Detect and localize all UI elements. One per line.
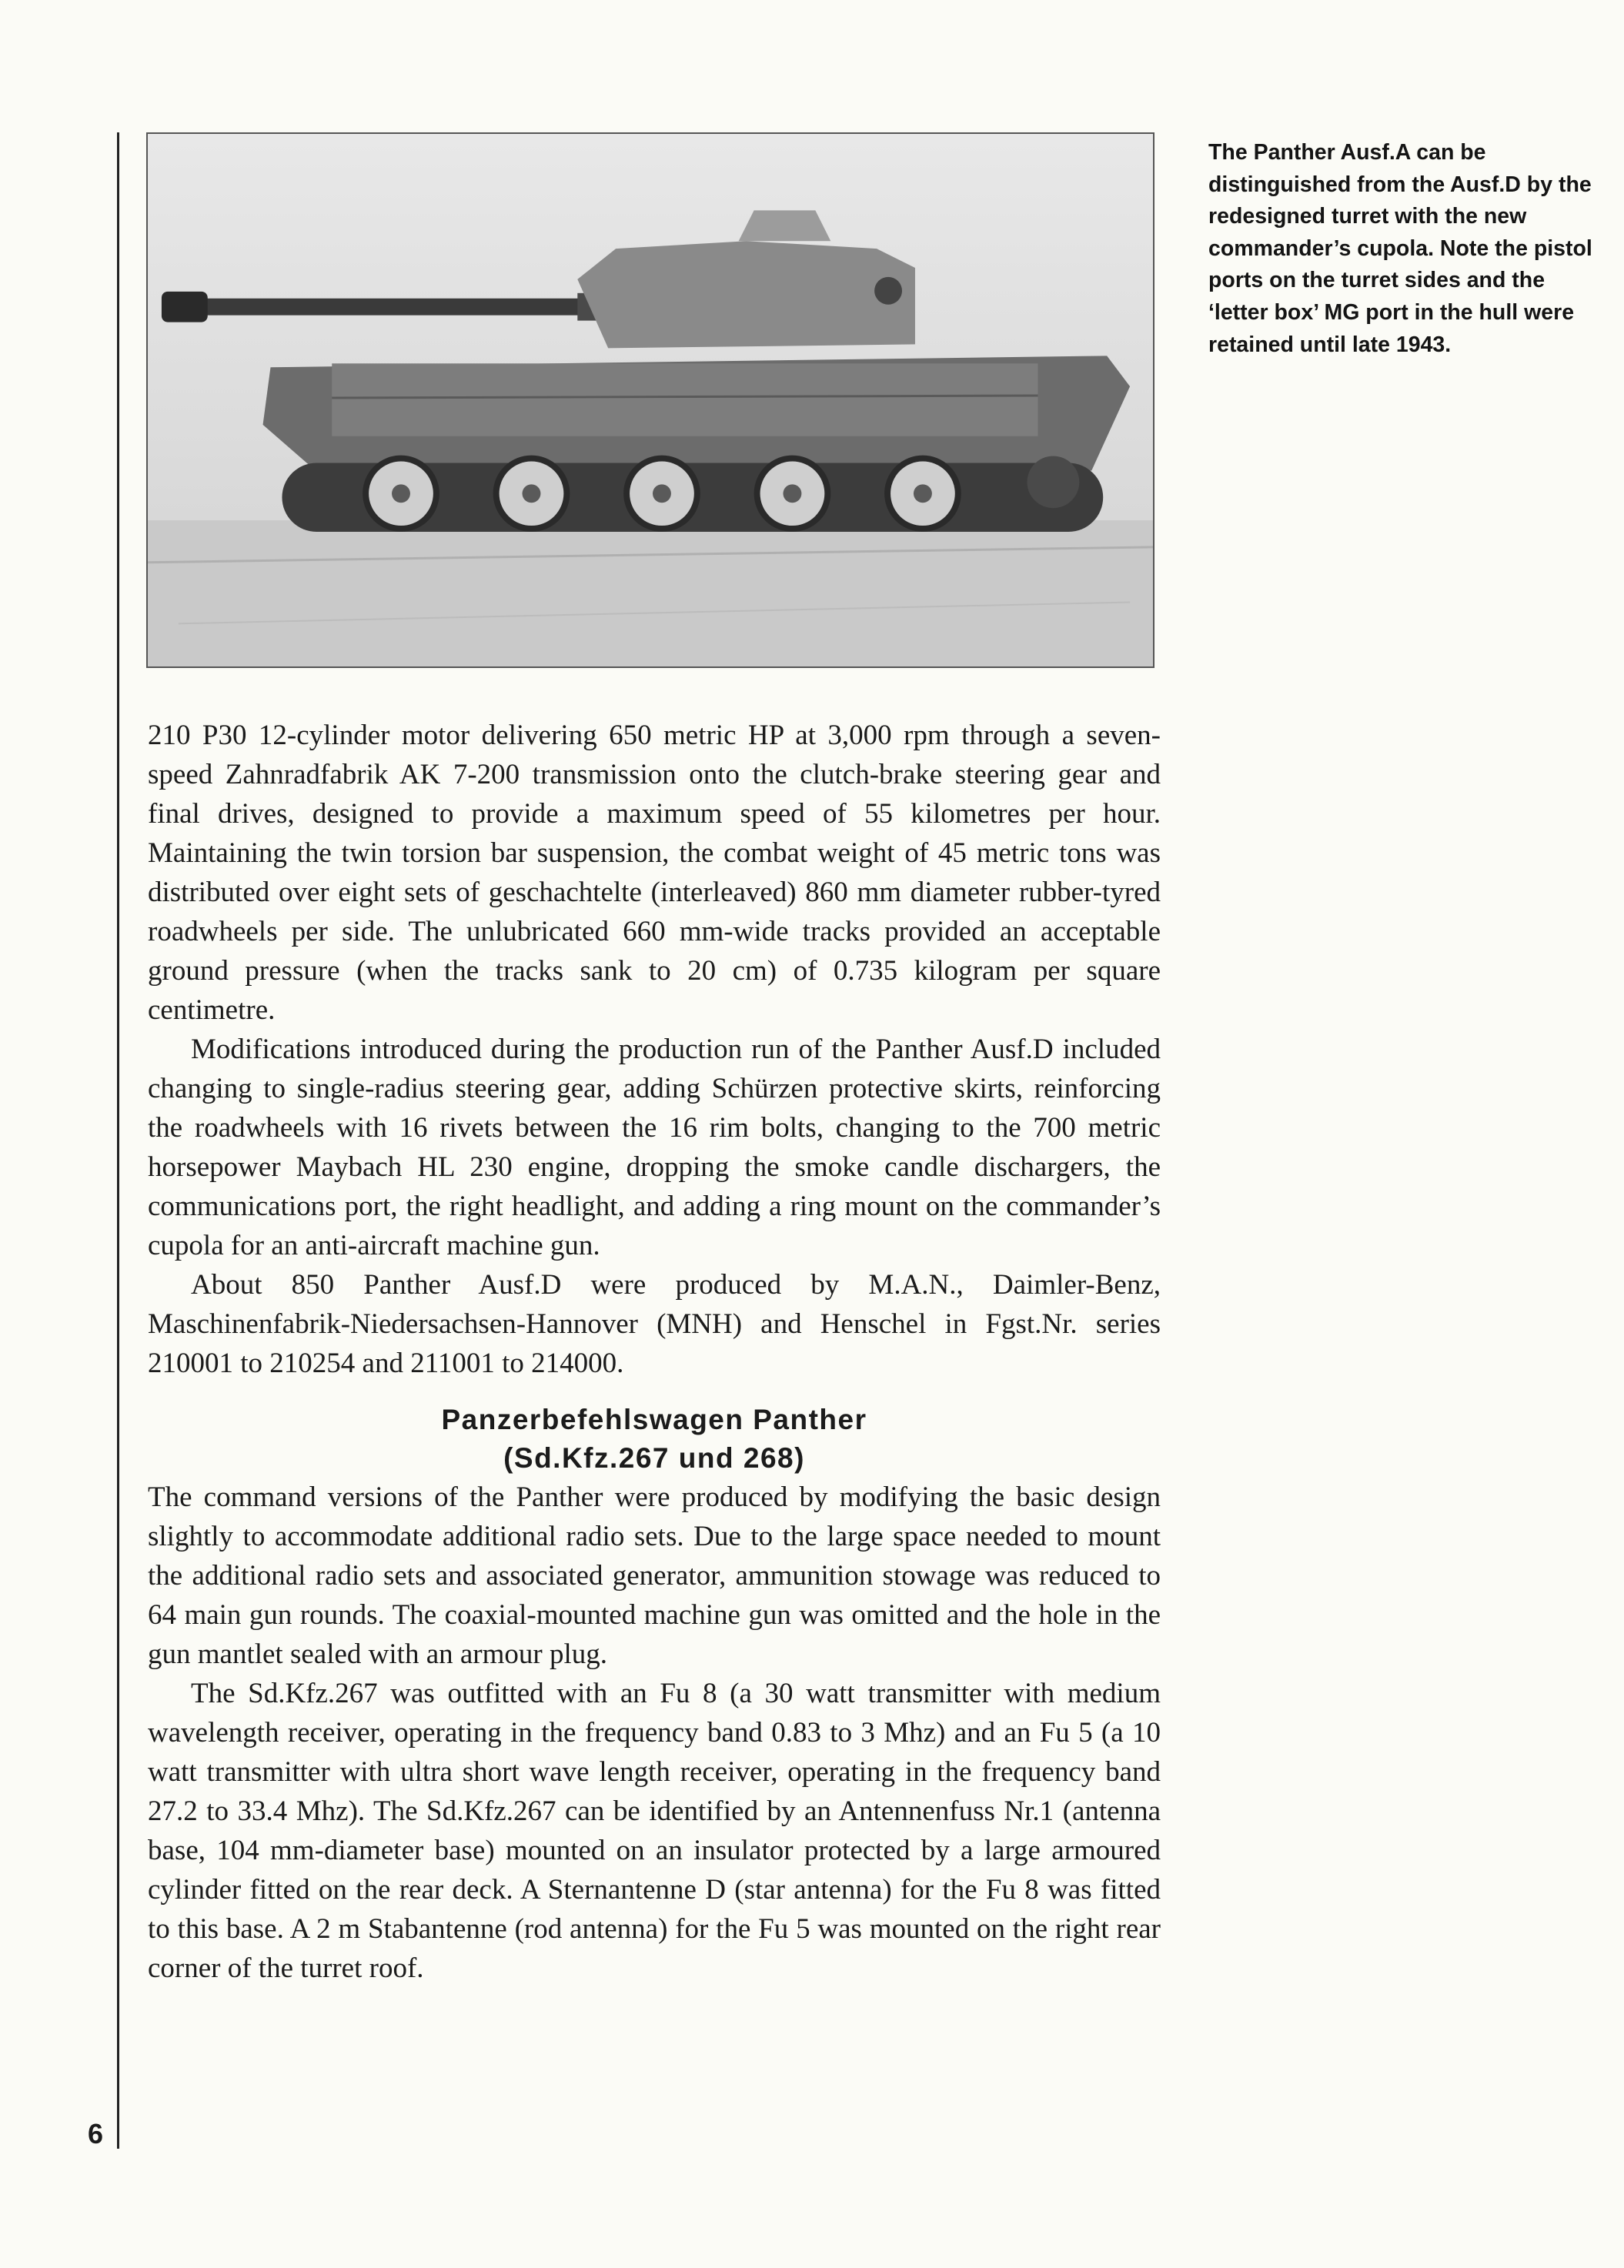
paragraph: The command versions of the Panther were produced by modifying the basic design slightly to accommodate additional radio sets. Due to the large space needed to mount the additional radio sets and associated generator, ammunition stowage was reduced to 64 main gun rounds. The coaxial-mounted machine gun was omitted and the hole in the gun mantlet sealed with an armour plug. — [148, 1481, 1161, 1670]
paragraph: About 850 Panther Ausf.D were produced by M.A.N., Daimler-Benz, Maschinenfabrik-Niedersachsen-Hannover (MNH) and Henschel in Fgst.Nr. series 210001 to 210254 and 211001 to 214000. — [148, 1269, 1161, 1379]
paragraph: Modifications introduced during the production run of the Panther Ausf.D included changing to single-radius steering gear, adding Schürzen protective skirts, reinforcing the roadwheels with 16 rivets between the 16 rim bolts, changing to the 700 metric horsepower Maybach HL 230 engine, dropping the smoke candle dischargers, the communications port, the right headlight, and adding a ring mount on the commander’s cupola for an anti-aircraft machine gun. — [148, 1034, 1161, 1261]
body-text — [148, 716, 1161, 1988]
tank-illustration — [148, 134, 1153, 666]
tank-photo — [146, 132, 1155, 668]
paragraph: 210 P30 12-cylinder motor delivering 650 metric HP at 3,000 rpm through a seven-speed Zahnradfabrik AK 7-200 transmission onto the clutch-brake steering gear and final drives, designed to provide a maximum speed of 55 kilometres per hour. Maintaining the twin torsion bar suspension, the combat weight of 45 metric tons was distributed over eight sets of geschachtelte (interleaved) 860 mm diameter rubber-tyred roadwheels per side. The unlubricated 660 mm-wide tracks provided an acceptable ground pressure (when the tracks sank to 20 cm) of 0.735 kilogram per square centimetre. — [148, 720, 1161, 1026]
section-heading — [148, 1401, 1161, 1478]
section-heading-line2: (Sd.Kfz.267 und 268) — [503, 1442, 805, 1474]
paragraph: The Sd.Kfz.267 was outfitted with an Fu 8 (a 30 watt transmitter with medium wavelength receiver, operating in the frequency band 0.83 to 3 Mhz) and an Fu 5 (a 10 watt transmitter with ultra short wave length receiver, operating in the frequency band 27.2 to 33.4 Mhz). The Sd.Kfz.267 can be identified by an Antennenfuss Nr.1 (antenna base, 104 mm-diameter base) mounted on an insulator protected by a large armoured cylinder fitted on the rear deck. A Sternantenne D (star antenna) for the Fu 8 was fitted to this base. A 2 m Stabantenne (rod antenna) for the Fu 5 was mounted on the right rear corner of the turret roof. — [148, 1678, 1161, 1984]
margin-rule — [117, 132, 119, 2149]
section-heading-line1: Panzerbefehlswagen Panther — [441, 1404, 867, 1435]
figure-caption: The Panther Ausf.A can be distinguished from the Ausf.D by the redesigned turret with the new commander’s cupola. Note the pistol ports on the turret sides and the ‘letter box’ MG port in the hull were retained until late 1943. — [1208, 140, 1592, 357]
page-number: 6 — [88, 2118, 104, 2149]
